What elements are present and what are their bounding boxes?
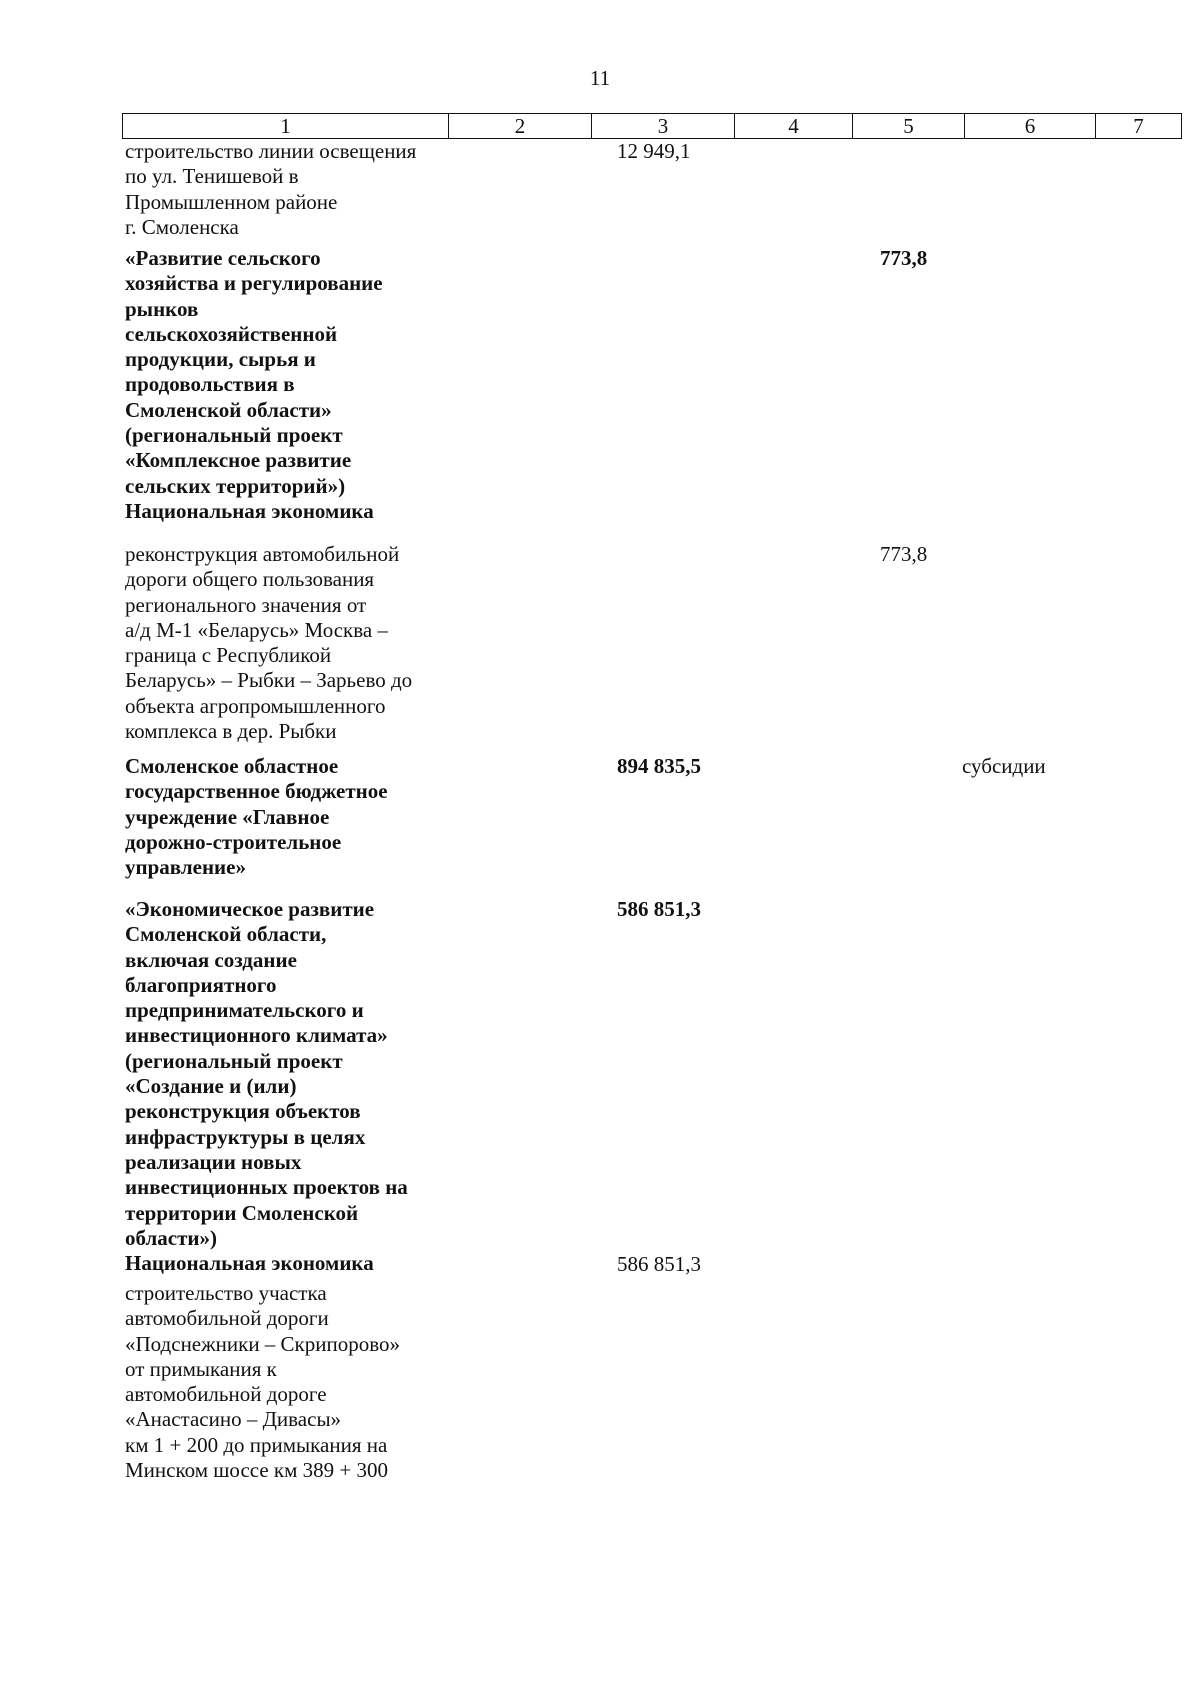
row-value-col3-lighting: 12 949,1 [617,139,691,163]
row-value-col3-budget-institution: 894 835,5 [617,754,701,778]
column-header-row [123,114,1182,139]
column-header-7: 7 [1096,114,1182,139]
row-name-budget-institution: Смоленское областное государственное бюджетное учреждение «Главное дорожно-строительное управление» [125,754,388,880]
column-header-6: 6 [965,114,1096,139]
column-header-table [122,113,1182,139]
row-name-lighting-construction: строительство линии освещения по ул. Тенишевой в Промышленном районе г. Смоленска [125,139,417,239]
row-name-road-reconstruction: реконструкция автомобильной дороги общего пользования регионального значения от а/д М-1 «Беларусь» Москва – граница с Республикой Беларусь» – Рыбки – Зарьево до объекта агропромышленного комплекса в дер. Рыбки [125,542,413,744]
row-name-agriculture-program: «Развитие сельского хозяйства и регулирование рынков сельскохозяйственной продукции, сырья и продовольствия в Смоленской области» (региональный проект «Комплексное развитие сельских территорий») Национальная экономика [125,246,383,523]
row-value-col5-road-reconstruction: 773,8 [880,542,928,566]
row-name-road-section-construction: строительство участка автомобильной дороги «Подснежники – Скрипорово» от примыкания к автомобильной дороге «Анастасино – Дивасы» км 1 + 200 до примыкания на Минском шоссе км 389 + 300 [125,1281,401,1483]
row-value-col3-economic-development: 586 851,3 [617,897,701,921]
column-header-1: 1 [123,114,449,139]
column-header-2: 2 [449,114,592,139]
column-header-3: 3 [592,114,735,139]
page-number: 11 [589,66,611,90]
row-value-col5-agriculture: 773,8 [880,246,928,270]
row-value-col6-subsidies: субсидии [962,754,1046,778]
column-header-4: 4 [735,114,853,139]
row-value-col3-road-section: 586 851,3 [617,1252,701,1276]
column-header-5: 5 [853,114,965,139]
row-name-economic-development-program: «Экономическое развитие Смоленской области, включая создание благоприятного предпринимательского и инвестиционного климата» (региональный проект «Создание и (или) реконструкция объектов инфраструктуры в целях реализации новых инвестиционных проектов на территории Смоленской области») Национальная экономика [125,897,408,1276]
